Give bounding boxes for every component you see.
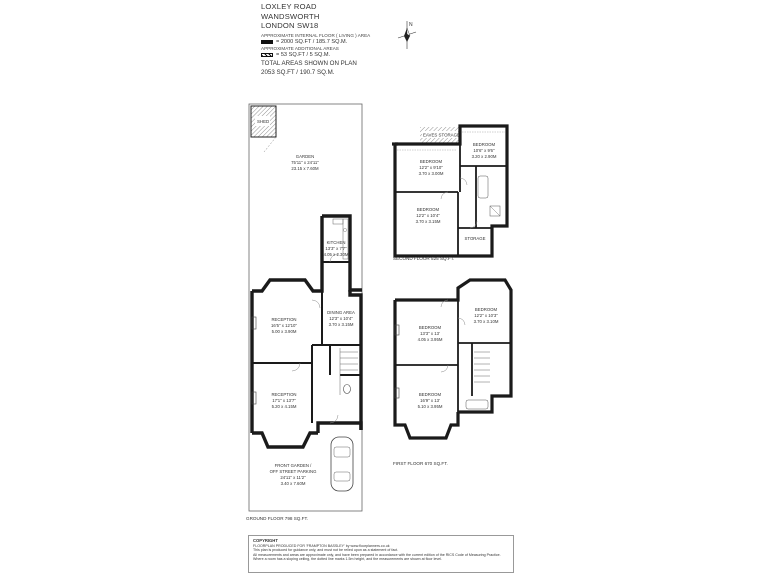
second-bedroom-3-dims-metric: 3.70 x 3.15M: [415, 219, 441, 224]
second-floor-plan: [392, 126, 507, 256]
garden-dims-metric: 23.15 x 7.60M: [291, 166, 319, 171]
dining-dims-imperial: 12'3" x 10'4": [329, 316, 353, 321]
reception-rear-dims-imperial: 16'5" x 12'10": [271, 323, 297, 328]
front-garden-dims-imperial: 24'11" x 11'2": [280, 475, 306, 480]
copyright-line-2: This plan is produced for guidance only, and must not be relied upon as a statement of fact.: [253, 548, 399, 553]
storage-label: STORAGE: [464, 236, 486, 241]
dining-label: DINING AREA: [327, 310, 355, 315]
first-floor-label: FIRST FLOOR 670 SQ.FT.: [393, 461, 448, 466]
garden-label: GARDEN: [295, 154, 315, 159]
first-bedroom-3-dims-metric: 5.10 x 3.95M: [417, 404, 443, 409]
first-bedroom-2-dims-metric: 3.70 x 3.10M: [473, 319, 499, 324]
kitchen-label: KITCHEN: [326, 240, 346, 245]
garden-dims-imperial: 75'11" x 24'11": [291, 160, 319, 165]
front-garden-label-1: FRONT GARDEN /: [274, 463, 312, 468]
additional-area-value: = 53 SQ.FT / 5 SQ.M.: [276, 51, 331, 58]
first-bedroom-1-label: BEDROOM: [418, 325, 442, 330]
total-area-label: TOTAL AREAS SHOWN ON PLAN: [261, 59, 357, 67]
reception-front-label: RECEPTION: [271, 392, 297, 397]
first-bedroom-3-dims-imperial: 16'9" x 13': [420, 398, 440, 403]
reception-rear-dims-metric: 5.00 x 3.90M: [271, 329, 297, 334]
shed-label: SHED: [257, 119, 270, 124]
front-garden-dims-metric: 3.40 x 7.60M: [280, 481, 306, 486]
front-garden-label-2: OFF STREET PARKING: [269, 469, 317, 474]
address-line-1: LOXLEY ROAD: [261, 2, 317, 11]
svg-text:N: N: [409, 22, 413, 28]
second-bedroom-2-dims-imperial: 10'6" x 9'6": [473, 148, 495, 153]
second-bedroom-1-dims-imperial: 12'2" x 9'10": [419, 165, 443, 170]
dining-dims-metric: 3.70 x 3.15M: [328, 322, 354, 327]
ground-floor-label: GROUND FLOOR 798 SQ.FT.: [246, 516, 309, 521]
reception-rear-label: RECEPTION: [271, 317, 297, 322]
first-bedroom-3-label: BEDROOM: [418, 392, 442, 397]
copyright-title: COPYRIGHT: [253, 538, 278, 543]
copyright-box: [248, 535, 514, 573]
second-bedroom-1-dims-metric: 3.70 x 3.00M: [418, 171, 444, 176]
additional-area-label: APPROXIMATE ADDITIONAL AREAS: [261, 45, 339, 51]
second-bedroom-2-dims-metric: 3.20 x 2.90M: [471, 154, 497, 159]
second-bedroom-3-label: BEDROOM: [416, 207, 440, 212]
second-floor-label: SECOND FLOOR 525 SQ.FT.: [393, 256, 455, 261]
internal-area-value: = 2000 SQ.FT / 185.7 SQ.M.: [276, 38, 348, 45]
address-line-3: LONDON SW18: [261, 21, 319, 30]
kitchen-dims-metric: 4.05 x 2.30M: [323, 252, 349, 257]
internal-area-label: APPROXIMATE INTERNAL FLOOR ( LIVING ) AREA: [261, 32, 371, 38]
copyright-line-4: Where a room has a sloping ceiling, the dotted line marks 1.5m height, and the measurements are shown at floor level.: [253, 557, 442, 562]
copyright-line-1: FLOORPLAN PRODUCED FOR 'FRAMPTON BASSLEY' by www.floorplanners.co.uk: [253, 543, 390, 548]
reception-front-dims-imperial: 17'1" x 13'7": [272, 398, 296, 403]
second-bedroom-1-label: BEDROOM: [419, 159, 443, 164]
car-icon: [331, 437, 353, 491]
kitchen-dims-imperial: 13'3" x 7'7": [325, 246, 347, 251]
second-bedroom-2-label: BEDROOM: [472, 142, 496, 147]
eaves-storage-label: EAVES STORAGE: [423, 132, 460, 138]
ground-floor-plan: [249, 104, 362, 511]
total-area-value: 2053 SQ.FT / 190.7 SQ.M.: [261, 68, 335, 76]
first-bedroom-1-dims-imperial: 13'3" x 13': [420, 331, 440, 336]
copyright-line-3: All measurements and areas are approximate only, and have been prepared in accordance with the current edition of the RICS Code of Measuring Practice.: [253, 552, 501, 557]
first-floor-plan: [395, 280, 511, 438]
second-bedroom-3-dims-imperial: 12'2" x 10'4": [416, 213, 440, 218]
reception-front-dims-metric: 5.20 x 4.15M: [271, 404, 297, 409]
first-bedroom-2-label: BEDROOM: [474, 307, 498, 312]
address-line-2: WANDSWORTH: [261, 11, 320, 21]
first-bedroom-2-dims-imperial: 12'2" x 10'3": [474, 313, 498, 318]
first-bedroom-1-dims-metric: 4.05 x 3.95M: [417, 337, 443, 342]
